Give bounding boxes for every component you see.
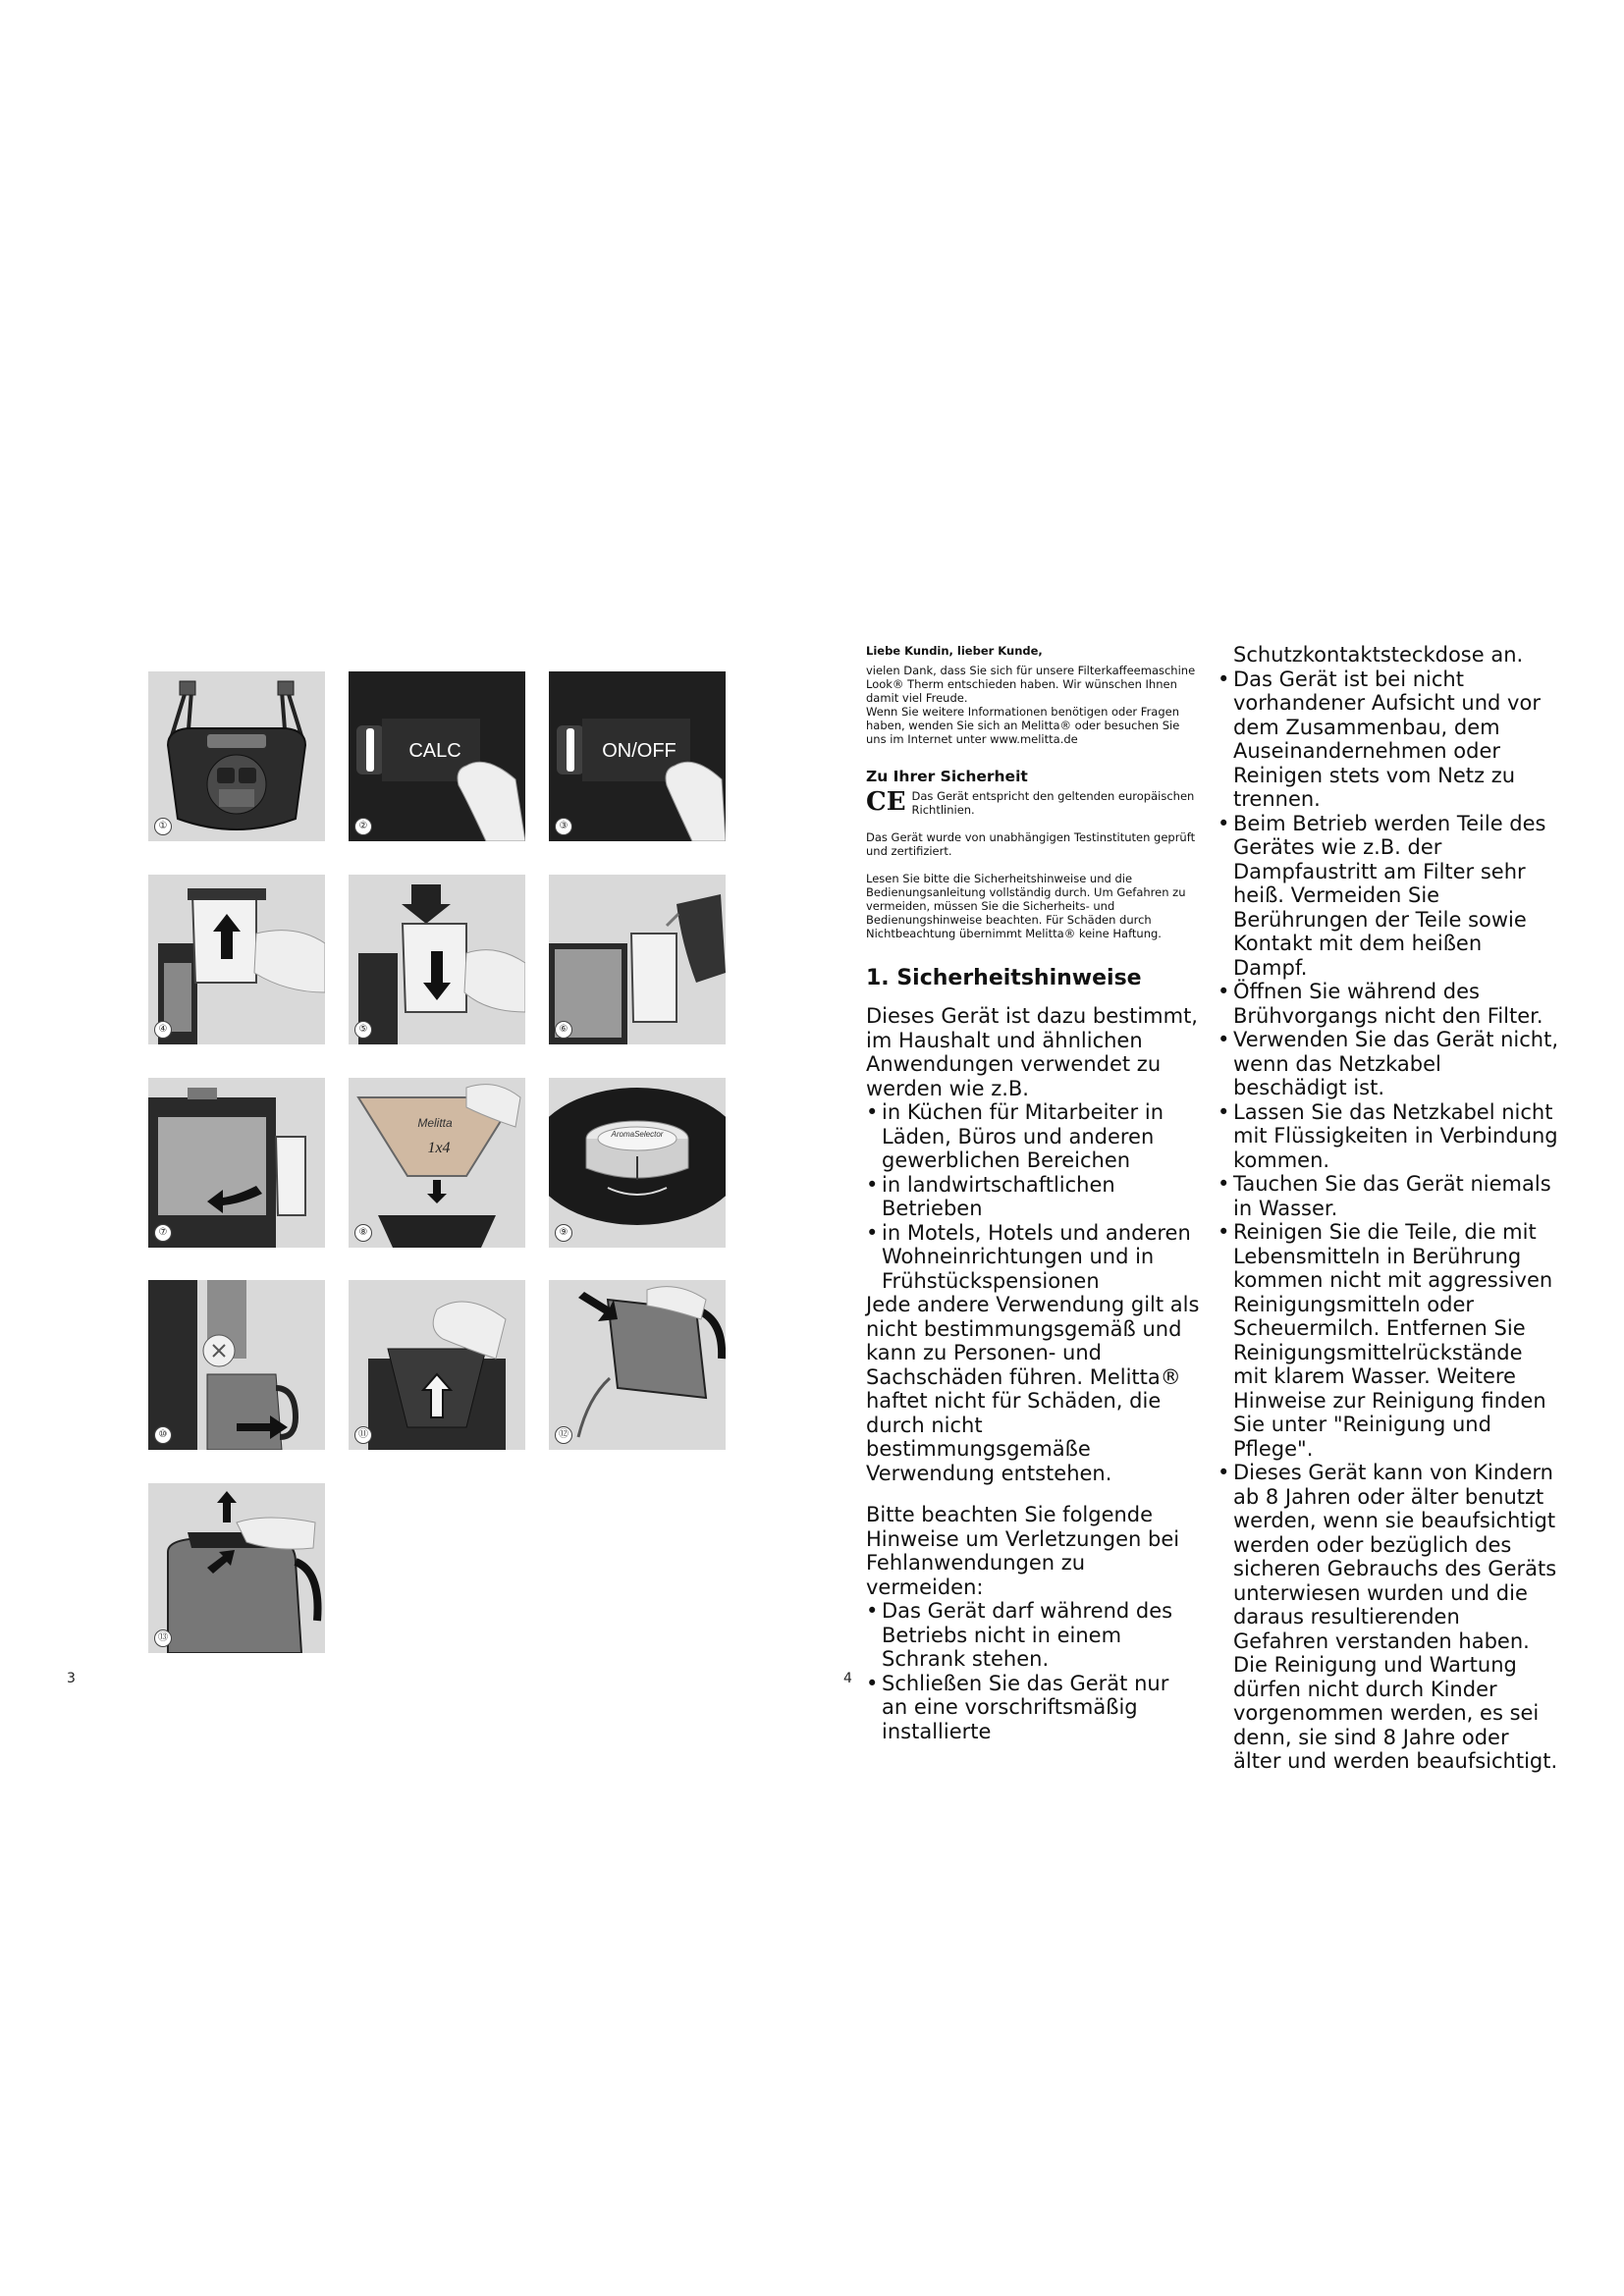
list-item: • Das Gerät darf während des Betriebs nicht in einem Schrank stehen. (866, 1599, 1200, 1672)
insert-water-tank-drawing (349, 875, 525, 1044)
tested-text: Das Gerät wurde von unabhängigen Testinstituten geprüft und zertifiziert. (866, 830, 1196, 858)
insert-jug-drawing (148, 1280, 325, 1450)
filter-brand-label: Melitta (417, 1116, 453, 1130)
step-number: ⑬ (154, 1629, 172, 1647)
insert-filter-paper-drawing (349, 1078, 525, 1248)
step-13-illustration (148, 1483, 325, 1653)
list-item: • Das Gerät ist bei nicht vorhandener Aufsicht und vor dem Zusammenbau, dem Auseinandernehmen oder Reinigen stets vom Netz zu trennen. (1218, 667, 1561, 812)
hint-note: Bitte beachten Sie folgende Hinweise um Verletzungen bei Fehlanwendungen zu vermeiden: (866, 1503, 1180, 1599)
on-off-label: ON/OFF (602, 740, 677, 762)
step-3-illustration (549, 671, 726, 841)
page-number-middle: 4 (843, 1671, 852, 1686)
filter-size-label: 1x4 (427, 1140, 451, 1156)
intended-use-text: Dieses Gerät ist dazu bestimmt, im Haushalt und ähnlichen Anwendungen verwendet zu werden wie z.B. (866, 1004, 1198, 1100)
list-item: • Tauchen Sie das Gerät niemals in Wasser. (1218, 1172, 1561, 1220)
step-number: ③ (555, 818, 572, 835)
list-item: • Lassen Sie das Netzkabel nicht mit Flüssigkeiten in Verbindung kommen. (1218, 1100, 1561, 1173)
step-5-illustration (349, 875, 525, 1044)
ce-icon: CE (866, 787, 906, 817)
intro-column (866, 644, 1200, 1743)
list-item: • Verwenden Sie das Gerät nicht, wenn das Netzkabel beschädigt ist. (1218, 1028, 1561, 1100)
step-12-illustration (549, 1280, 726, 1450)
cable-storage-drawing (148, 671, 325, 841)
section-heading: 1. Sicherheitshinweise (866, 966, 1142, 990)
step-9-illustration (549, 1078, 726, 1248)
intro-paragraph-2: Wenn Sie weitere Informationen benötigen oder Fragen haben, wenden Sie sich an Melitta® oder besuchen Sie uns im Internet unter www.melitta.de (866, 705, 1180, 746)
read-instructions-text: Lesen Sie bitte die Sicherheitshinweise und die Bedienungsanleitung vollständig durch. Um Gefahren zu vermeiden, müssen Sie die Sicherheits- und Bedienungshinweise beachten. Für Schäden durch Nichtbeachtung übernimmt Melitta® keine Haftung. (866, 872, 1186, 940)
list-item: • Beim Betrieb werden Teile des Gerätes wie z.B. der Dampfaustritt am Filter sehr heiß. Vermeiden Sie Berührungen der Teile sowie Kontakt mit dem heißen Dampf. (1218, 812, 1561, 981)
step-number: ⑨ (555, 1224, 572, 1242)
step-10-illustration (148, 1280, 325, 1450)
aroma-label: AromaSelector (611, 1130, 664, 1139)
hints-list-2 (1218, 667, 1561, 1774)
calc-button-drawing (349, 671, 525, 841)
list-item: • Reinigen Sie die Teile, die mit Lebensmitteln in Berührung kommen nicht mit aggressiven Reinigungsmitteln oder Scheuermilch. Entfernen Sie Reinigungsmittelrückstände mit klarem Wasser. Weitere Hinweise zur Reinigung finden Sie unter "Reinigung und Pflege". (1218, 1220, 1561, 1461)
step-number: ④ (154, 1021, 172, 1039)
list-item: • Dieses Gerät kann von Kindern ab 8 Jahren oder älter benutzt werden, wenn sie beaufsichtigt werden oder bezüglich des sicheren Gebrauchs des Geräts unterwiesen wurden und die daraus resultierenden Gefahren verstanden haben. Die Reinigung und Wartung dürfen nicht durch Kinder vorgenommen werden, es sei denn, sie sind 8 Jahre oder älter und werden beaufsichtigt. (1218, 1461, 1561, 1774)
step-7-illustration (148, 1078, 325, 1248)
step-number: ⑩ (154, 1426, 172, 1444)
page-number-left: 3 (67, 1671, 76, 1686)
step-number: ⑦ (154, 1224, 172, 1242)
hints-list-1 (866, 1599, 1200, 1743)
step-number: ⑥ (555, 1021, 572, 1039)
on-off-button-drawing (549, 671, 726, 841)
step-number: ⑫ (555, 1426, 572, 1444)
calc-label: CALC (408, 740, 461, 762)
step-1-illustration (148, 671, 325, 841)
list-item: • in Küchen für Mitarbeiter in Läden, Büros und anderen gewerblichen Bereichen (866, 1100, 1200, 1173)
list-item: • Öffnen Sie während des Brühvorgangs nicht den Filter. (1218, 980, 1561, 1028)
greeting: Liebe Kundin, lieber Kunde, (866, 644, 1043, 658)
step-2-illustration (349, 671, 525, 841)
list-item: • in Motels, Hotels und anderen Wohneinrichtungen und in Frühstückspensionen (866, 1221, 1200, 1294)
safety-heading: Zu Ihrer Sicherheit (866, 768, 1028, 785)
other-use-text: Jede andere Verwendung gilt als nicht bestimmungsgemäß und kann zu Personen- und Sachschäden führen. Melitta® haftet nicht für Schäden, die durch nicht bestimmungsgemäße Verwendung entstehen. (866, 1293, 1200, 1485)
ce-block (866, 789, 1200, 817)
hint-continuation: Schutzkontaktsteckdose an. (1233, 643, 1524, 667)
pour-coffee-drawing (549, 1280, 726, 1450)
step-8-illustration (349, 1078, 525, 1248)
open-jug-lid-drawing (148, 1483, 325, 1653)
step-number: ② (354, 818, 372, 835)
step-6-illustration (549, 875, 726, 1044)
step-number: ① (154, 818, 172, 835)
intro-paragraph-1: vielen Dank, dass Sie sich für unsere Filterkaffeemaschine Look® Therm entschieden haben. Wir wünschen Ihnen damit viel Freude. (866, 664, 1196, 705)
step-4-illustration (148, 875, 325, 1044)
use-list (866, 1100, 1200, 1293)
ce-text: Das Gerät entspricht den geltenden europäischen Richtlinien. (911, 789, 1195, 817)
fill-water-drawing (549, 875, 726, 1044)
insert-tank-swivel-drawing (148, 1078, 325, 1248)
step-11-illustration (349, 1280, 525, 1450)
remove-filter-drawing (349, 1280, 525, 1450)
step-number: ⑧ (354, 1224, 372, 1242)
step-number: ⑤ (354, 1021, 372, 1039)
aroma-selector-drawing (549, 1078, 726, 1248)
list-item: • in landwirtschaftlichen Betrieben (866, 1173, 1200, 1221)
hints-column (1218, 643, 1561, 1774)
remove-water-tank-drawing (148, 875, 325, 1044)
list-item: • Schließen Sie das Gerät nur an eine vorschriftsmäßig installierte (866, 1672, 1200, 1744)
step-number: ⑪ (354, 1426, 372, 1444)
